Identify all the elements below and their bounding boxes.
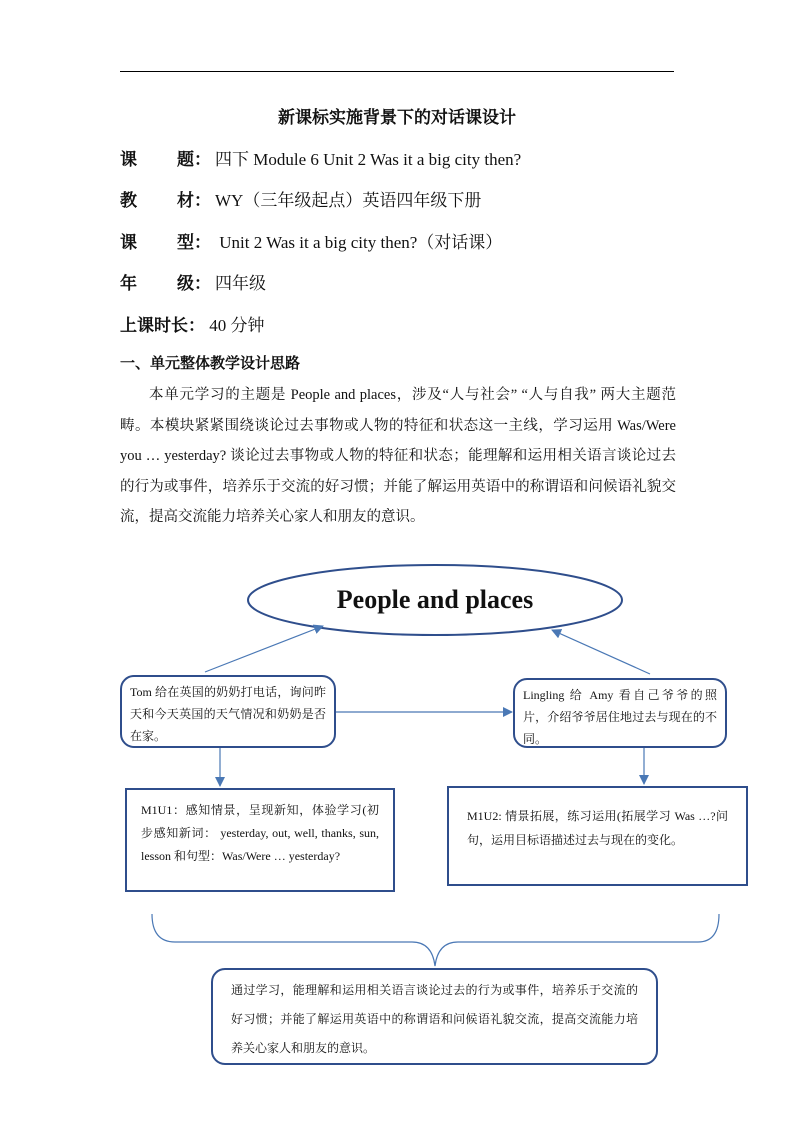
field-value: 四下 Module 6 Unit 2 Was it a big city then? [215,150,522,169]
body-paragraph: 本单元学习的主题是 People and places，涉及“人与社会” “人与自我” 两大主题范畴。本模块紧紧围绕谈论过去事物或人物的特征和状态这一主线，学习运用 Was/Were you … yesterday? 谈论过去事物或人物的特征和状态；能理解和运用相关语言谈论过去的行为或事件，培养乐于交流的好习惯；并能了解运用英语中的称谓语和问候语礼貌交流，提高交流能力培养关心家人和朋友的意识。 [120,387,676,525]
field-label: 上课时长： [120,316,205,336]
right-scenario-box: Lingling 给 Amy 看自己爷爷的照片，介绍爷爷居住地过去与现在的不同。 [513,678,727,748]
field-label: 年 级： [120,274,211,294]
curly-brace [152,914,719,966]
field-value: 四年级 [215,274,266,293]
field-label: 课 题： [120,150,211,170]
center-title: People and places [336,585,534,614]
m1u2-box: M1U2: 情景拓展，练习运用(拓展学习 Was …?问句，运用目标语描述过去与现在的变化。 [447,786,748,886]
field-value: 40 分钟 [205,316,265,335]
field-label: 教 材： [120,191,211,211]
page-title: 新课标实施背景下的对话课设计 [278,108,516,128]
field-value: Unit 2 Was it a big city then?（对话课） [215,233,503,252]
left-scenario-box: Tom 给在英国的奶奶打电话，询问昨天和今天英国的天气情况和奶奶是否在家。 [120,675,336,748]
field-label: 课 型： [120,233,211,253]
field-value: WY（三年级起点）英语四年级下册 [215,191,482,210]
m1u1-box: M1U1：感知情景，呈现新知，体验学习(初步感知新词： yesterday, out, well, thanks, sun, lesson 和句型：Was/Were … yesterday? [125,788,395,892]
arrow-right-to-center [552,630,650,674]
section-heading: 一、单元整体教学设计思路 [120,354,301,372]
summary-box: 通过学习，能理解和运用相关语言谈论过去的行为或事件，培养乐于交流的好习惯；并能了解运用英语中的称谓语和问候语礼貌交流，提高交流能力培养关心家人和朋友的意识。 [211,968,658,1065]
